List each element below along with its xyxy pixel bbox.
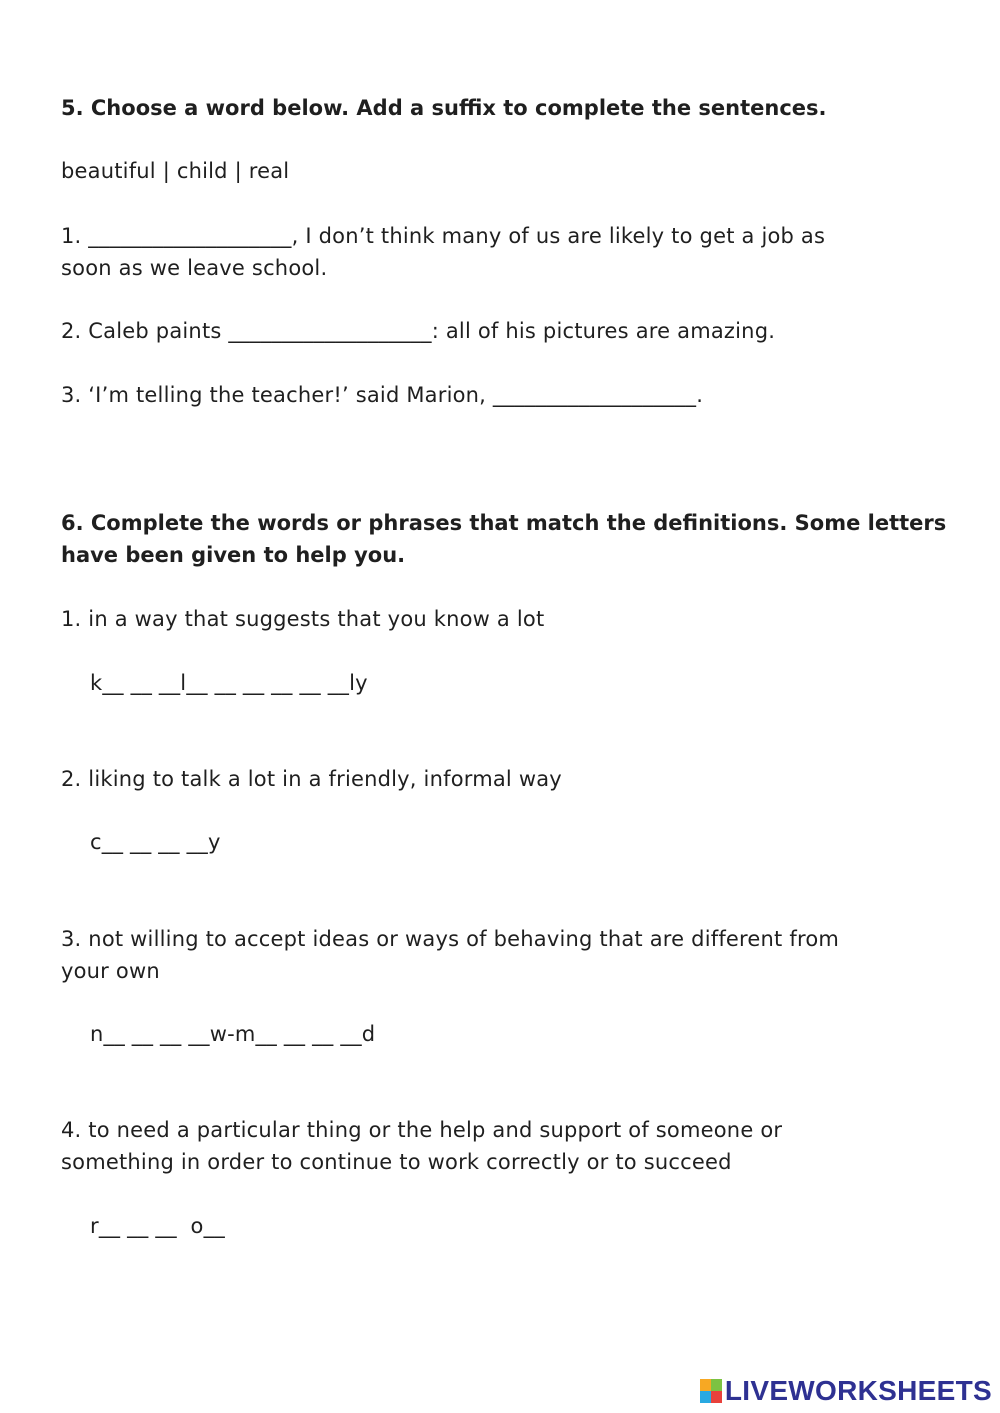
answer-blank-1: k__ __ __l__ __ __ __ __ __ly bbox=[90, 671, 368, 695]
definition-3-line-1: 3. not willing to accept ideas or ways of behaving that are different from bbox=[61, 927, 840, 951]
question-5-1-line-2: soon as we leave school. bbox=[61, 256, 328, 280]
answer-blank-2: c__ __ __ __y bbox=[90, 830, 221, 854]
answer-blank-3: n__ __ __ __w-m__ __ __ __d bbox=[90, 1022, 376, 1046]
liveworksheets-logo bbox=[700, 1375, 992, 1407]
definition-2: 2. liking to talk a lot in a friendly, informal way bbox=[61, 767, 562, 791]
section-5-heading: 5. Choose a word below. Add a suffix to complete the sentences. bbox=[61, 96, 827, 120]
section-6-heading-line-2: have been given to help you. bbox=[61, 543, 406, 567]
definition-3-line-2: your own bbox=[61, 959, 160, 983]
liveworksheets-logo-icon bbox=[700, 1379, 722, 1403]
question-5-3: 3. ‘I’m telling the teacher!’ said Marion, ___________________. bbox=[61, 383, 704, 407]
definition-1: 1. in a way that suggests that you know a lot bbox=[61, 607, 545, 631]
definition-4-line-1: 4. to need a particular thing or the help and support of someone or bbox=[61, 1118, 783, 1142]
answer-blank-4: r__ __ __ o__ bbox=[90, 1214, 225, 1238]
word-bank: beautiful | child | real bbox=[61, 159, 290, 183]
question-5-1-line-1: 1. ___________________, I don’t think many of us are likely to get a job as bbox=[61, 224, 826, 248]
question-5-2: 2. Caleb paints ___________________: all of his pictures are amazing. bbox=[61, 319, 776, 343]
logo-text: LIVEWORKSHEETS bbox=[724, 1375, 992, 1406]
definition-4-line-2: something in order to continue to work correctly or to succeed bbox=[61, 1150, 732, 1174]
section-6-heading-line-1: 6. Complete the words or phrases that match the definitions. Some letters bbox=[61, 511, 947, 535]
